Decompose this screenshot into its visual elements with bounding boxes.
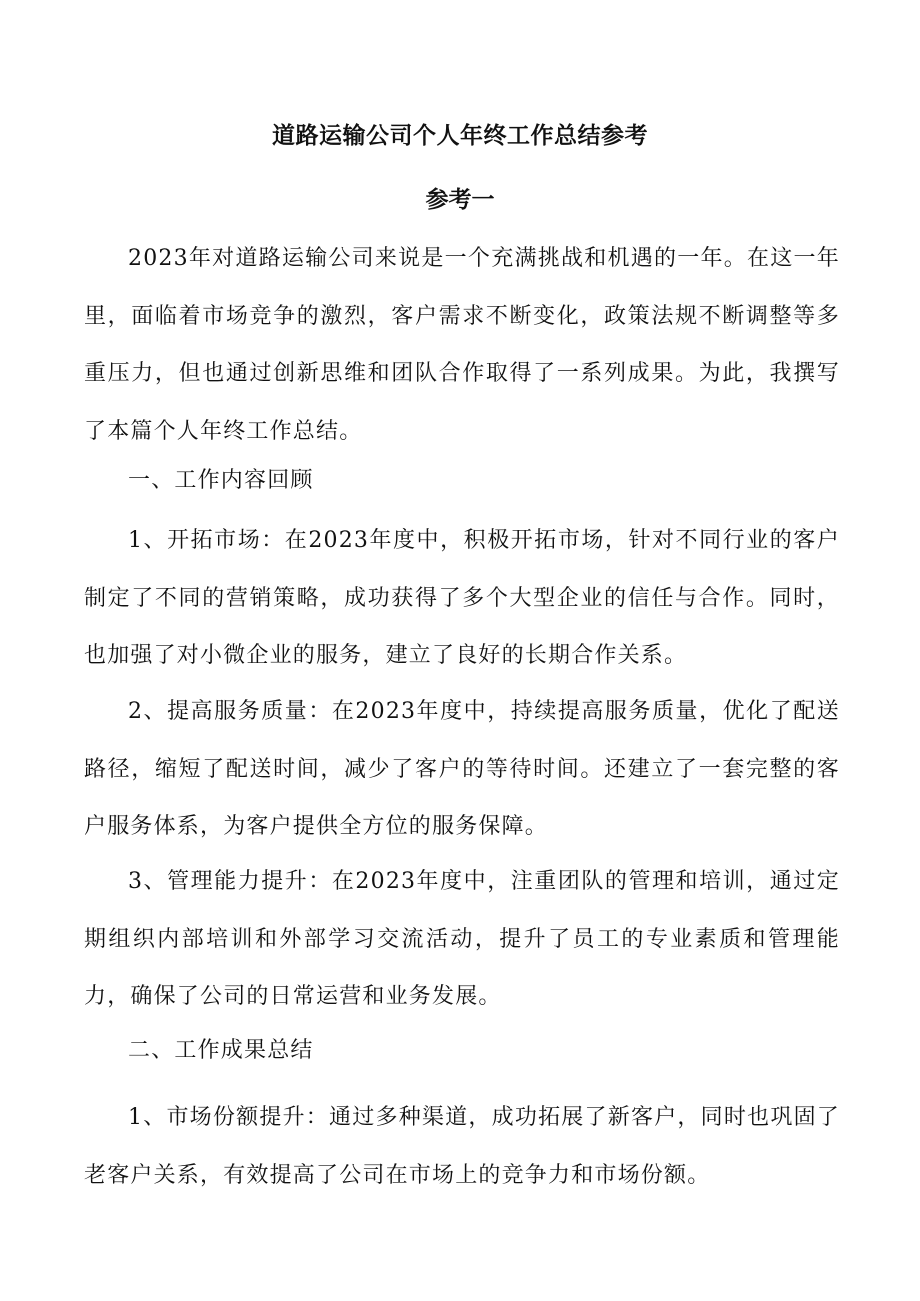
- paragraph-service-quality: 2、提高服务质量：在2023年度中，持续提高服务质量，优化了配送路径，缩短了配送时间，减少了客户的等待时间。还建立了一套完整的客户服务体系，为客户提供全方位的服务保障。: [84, 699, 840, 839]
- document-subtitle: 参考一: [425, 187, 495, 213]
- paragraph-market-expansion: 1、开拓市场：在2023年度中，积极开拓市场，针对不同行业的客户制定了不同的营销策略，成功获得了多个大型企业的信任与合作。同时，也加强了对小微企业的服务，建立了良好的长期合作关系。: [84, 528, 840, 668]
- section-heading-achievements: 二、工作成果总结: [128, 1038, 314, 1063]
- document-title: 道路运输公司个人年终工作总结参考: [272, 123, 648, 149]
- section-heading-work-review: 一、工作内容回顾: [128, 468, 314, 493]
- intro-paragraph: 2023年对道路运输公司来说是一个充满挑战和机遇的一年。在这一年里，面临着市场竞争的激烈，客户需求不断变化，政策法规不断调整等多重压力，但也通过创新思维和团队合作取得了一系列成果。为此，我撰写了本篇个人年终工作总结。: [84, 246, 840, 444]
- paragraph-market-share: 1、市场份额提升：通过多种渠道，成功拓展了新客户，同时也巩固了老客户关系，有效提高了公司在市场上的竞争力和市场份额。: [84, 1105, 840, 1188]
- paragraph-management-ability: 3、管理能力提升：在2023年度中，注重团队的管理和培训，通过定期组织内部培训和外部学习交流活动，提升了员工的专业素质和管理能力，确保了公司的日常运营和业务发展。: [84, 869, 840, 1009]
